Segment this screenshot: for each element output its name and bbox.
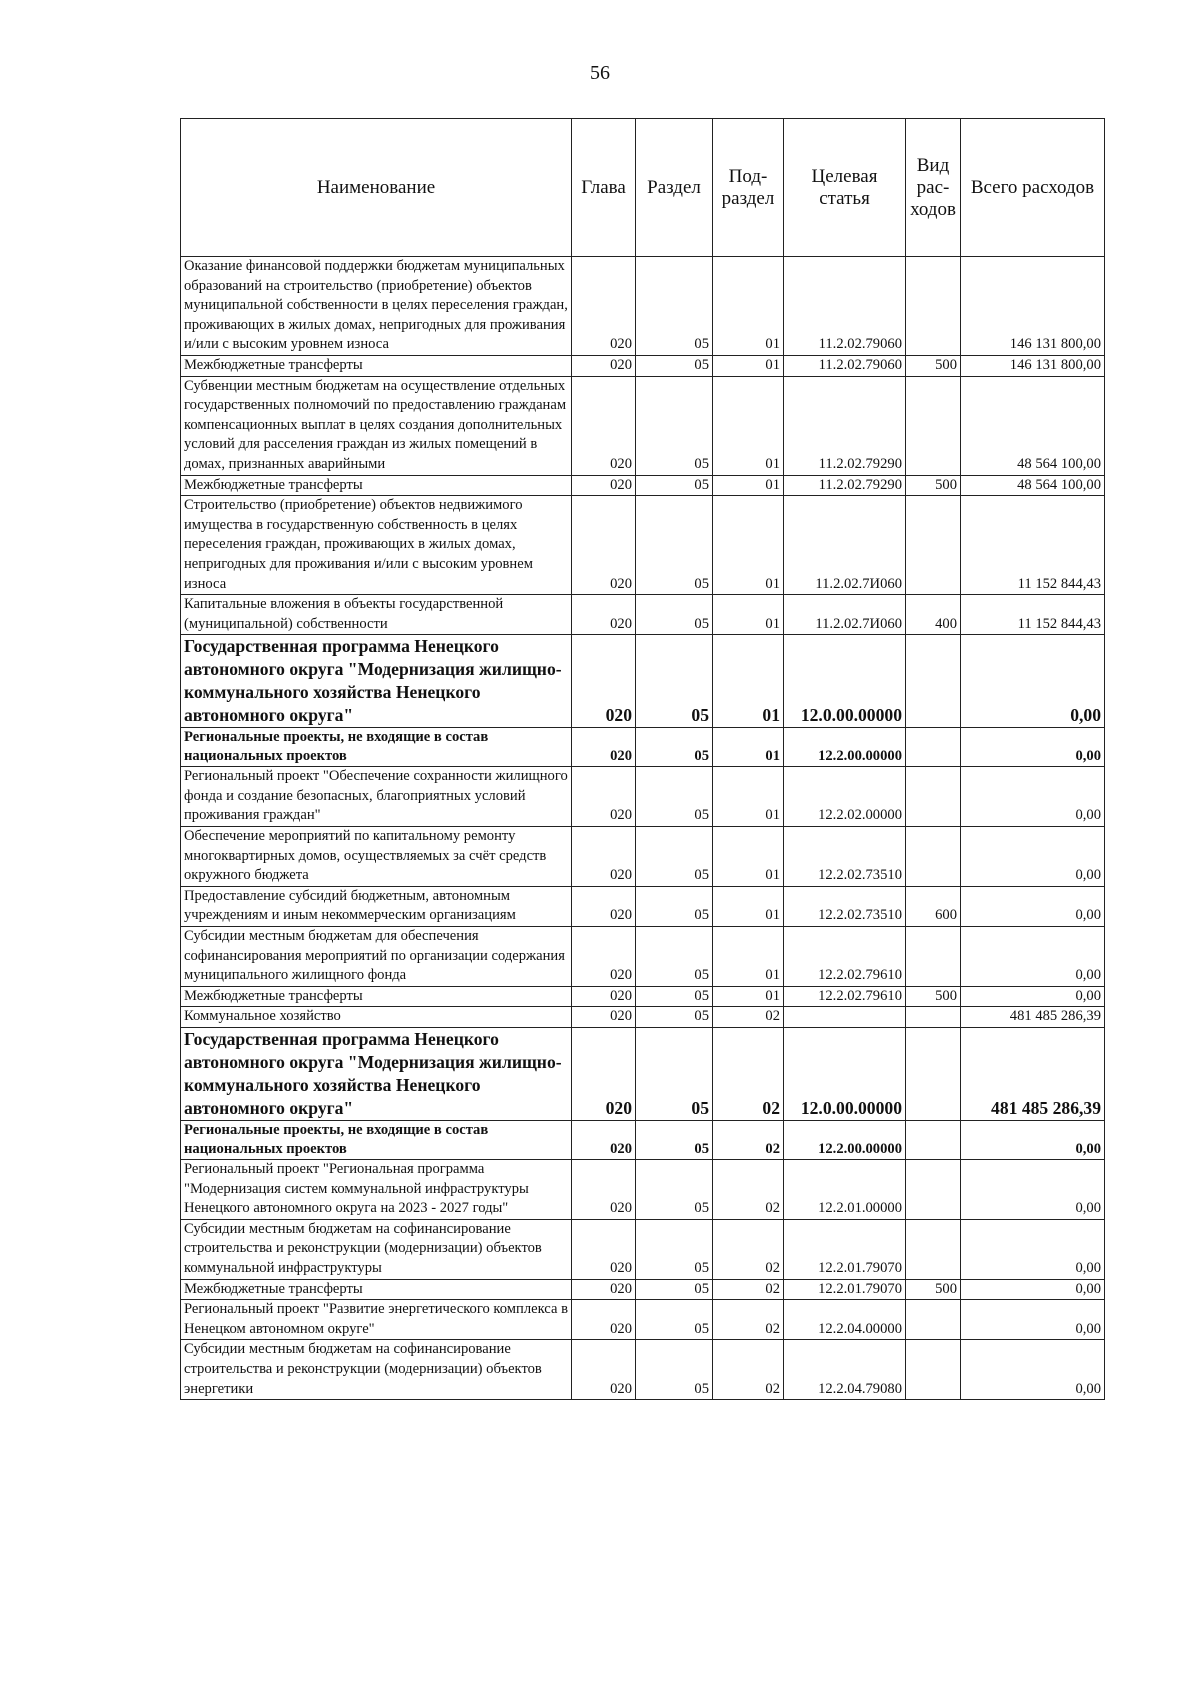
row-section-cell: 05 — [636, 496, 713, 595]
row-expense-type-cell — [906, 927, 961, 987]
row-subsection-cell: 01 — [713, 927, 784, 987]
header-section: Раздел — [636, 119, 713, 257]
row-chapter-cell: 020 — [572, 767, 636, 827]
row-total-cell: 0,00 — [961, 1340, 1105, 1400]
table-row — [181, 257, 1105, 356]
row-name-cell: Межбюджетные трансферты — [181, 986, 572, 1007]
row-chapter-cell: 020 — [572, 257, 636, 356]
row-target-cell: 12.2.02.00000 — [784, 767, 906, 827]
row-chapter-cell: 020 — [572, 376, 636, 475]
table-row — [181, 635, 1105, 728]
row-section-cell: 05 — [636, 1121, 713, 1160]
row-name-cell: Межбюджетные трансферты — [181, 475, 572, 496]
row-name-cell: Обеспечение мероприятий по капитальному ремонту многоквартирных домов, осуществляемых за счёт средств окружного бюджета — [181, 827, 572, 887]
row-chapter-cell: 020 — [572, 475, 636, 496]
row-expense-type-cell — [906, 257, 961, 356]
row-expense-type-cell — [906, 1300, 961, 1340]
row-expense-type-cell — [906, 1028, 961, 1121]
row-section-cell: 05 — [636, 635, 713, 728]
row-total-cell: 0,00 — [961, 767, 1105, 827]
row-subsection-cell: 01 — [713, 728, 784, 767]
row-target-cell: 11.2.02.79290 — [784, 475, 906, 496]
table-row — [181, 496, 1105, 595]
row-target-cell: 12.2.04.00000 — [784, 1300, 906, 1340]
row-name-cell: Предоставление субсидий бюджетным, автономным учреждениям и иным некоммерческим организациям — [181, 886, 572, 926]
row-target-cell: 12.2.01.79070 — [784, 1279, 906, 1300]
table-row — [181, 475, 1105, 496]
row-subsection-cell: 02 — [713, 1121, 784, 1160]
row-expense-type-cell — [906, 767, 961, 827]
row-target-cell — [784, 1007, 906, 1028]
row-section-cell: 05 — [636, 355, 713, 376]
row-subsection-cell: 02 — [713, 1219, 784, 1279]
row-subsection-cell: 02 — [713, 1028, 784, 1121]
row-section-cell: 05 — [636, 1219, 713, 1279]
row-target-cell: 12.2.01.79070 — [784, 1219, 906, 1279]
row-target-cell: 11.2.02.79290 — [784, 376, 906, 475]
row-chapter-cell: 020 — [572, 1219, 636, 1279]
row-name-cell: Субсидии местным бюджетам на софинансирование строительства и реконструкции (модернизации) объектов коммунальной инфраструктуры — [181, 1219, 572, 1279]
row-target-cell: 12.2.00.00000 — [784, 728, 906, 767]
header-chapter: Глава — [572, 119, 636, 257]
row-expense-type-cell: 400 — [906, 595, 961, 635]
row-total-cell: 0,00 — [961, 1219, 1105, 1279]
row-total-cell: 0,00 — [961, 728, 1105, 767]
table-row — [181, 827, 1105, 887]
table-row — [181, 1028, 1105, 1121]
row-section-cell: 05 — [636, 1028, 713, 1121]
row-section-cell: 05 — [636, 595, 713, 635]
row-total-cell: 0,00 — [961, 827, 1105, 887]
row-total-cell: 0,00 — [961, 1279, 1105, 1300]
row-expense-type-cell — [906, 496, 961, 595]
row-section-cell: 05 — [636, 1279, 713, 1300]
row-expense-type-cell — [906, 635, 961, 728]
header-target-article: Целевая статья — [784, 119, 906, 257]
row-expense-type-cell — [906, 376, 961, 475]
row-name-cell: Строительство (приобретение) объектов недвижимого имущества в государственную собственность в целях переселения граждан, проживающих в жилых домах, непригодных для проживания и/или с высоким уровнем износа — [181, 496, 572, 595]
row-section-cell: 05 — [636, 827, 713, 887]
row-expense-type-cell: 500 — [906, 475, 961, 496]
table-row — [181, 927, 1105, 987]
table-row — [181, 595, 1105, 635]
budget-table — [180, 118, 1105, 1400]
row-total-cell: 0,00 — [961, 886, 1105, 926]
row-section-cell: 05 — [636, 927, 713, 987]
row-target-cell: 11.2.02.79060 — [784, 257, 906, 356]
row-expense-type-cell — [906, 1007, 961, 1028]
header-expense-type: Вид рас- ходов — [906, 119, 961, 257]
table-row — [181, 886, 1105, 926]
row-subsection-cell: 02 — [713, 1160, 784, 1220]
table-header-row — [181, 119, 1105, 257]
row-name-cell: Капитальные вложения в объекты государственной (муниципальной) собственности — [181, 595, 572, 635]
row-subsection-cell: 01 — [713, 376, 784, 475]
row-target-cell: 11.2.02.7И060 — [784, 595, 906, 635]
row-total-cell: 48 564 100,00 — [961, 475, 1105, 496]
row-subsection-cell: 01 — [713, 257, 784, 356]
table-row — [181, 728, 1105, 767]
row-subsection-cell: 01 — [713, 355, 784, 376]
row-chapter-cell: 020 — [572, 827, 636, 887]
row-name-cell: Субсидии местным бюджетам для обеспечения софинансирования мероприятий по организации содержания муниципального жилищного фонда — [181, 927, 572, 987]
row-name-cell: Региональные проекты, не входящие в состав национальных проектов — [181, 1121, 572, 1160]
row-chapter-cell: 020 — [572, 355, 636, 376]
row-chapter-cell: 020 — [572, 1279, 636, 1300]
row-expense-type-cell: 500 — [906, 1279, 961, 1300]
row-chapter-cell: 020 — [572, 1160, 636, 1220]
table-row — [181, 1340, 1105, 1400]
row-total-cell: 0,00 — [961, 635, 1105, 728]
row-total-cell: 0,00 — [961, 1300, 1105, 1340]
row-name-cell: Коммунальное хозяйство — [181, 1007, 572, 1028]
row-section-cell: 05 — [636, 257, 713, 356]
table-row — [181, 355, 1105, 376]
row-name-cell: Региональный проект "Развитие энергетического комплекса в Ненецком автономном округе" — [181, 1300, 572, 1340]
row-section-cell: 05 — [636, 475, 713, 496]
header-subsection: Под- раздел — [713, 119, 784, 257]
row-subsection-cell: 01 — [713, 496, 784, 595]
row-total-cell: 48 564 100,00 — [961, 376, 1105, 475]
row-section-cell: 05 — [636, 1340, 713, 1400]
row-total-cell: 11 152 844,43 — [961, 496, 1105, 595]
row-section-cell: 05 — [636, 767, 713, 827]
row-target-cell: 12.2.02.79610 — [784, 927, 906, 987]
row-chapter-cell: 020 — [572, 927, 636, 987]
row-target-cell: 12.2.01.00000 — [784, 1160, 906, 1220]
row-expense-type-cell — [906, 1340, 961, 1400]
row-total-cell: 0,00 — [961, 1160, 1105, 1220]
row-chapter-cell: 020 — [572, 886, 636, 926]
table-row — [181, 1300, 1105, 1340]
row-chapter-cell: 020 — [572, 496, 636, 595]
row-expense-type-cell: 500 — [906, 986, 961, 1007]
row-section-cell: 05 — [636, 1160, 713, 1220]
row-section-cell: 05 — [636, 376, 713, 475]
row-subsection-cell: 01 — [713, 886, 784, 926]
row-expense-type-cell — [906, 1121, 961, 1160]
row-chapter-cell: 020 — [572, 1340, 636, 1400]
row-subsection-cell: 02 — [713, 1300, 784, 1340]
table-row — [181, 1160, 1105, 1220]
row-expense-type-cell — [906, 1160, 961, 1220]
row-chapter-cell: 020 — [572, 1028, 636, 1121]
row-section-cell: 05 — [636, 728, 713, 767]
row-name-cell: Межбюджетные трансферты — [181, 355, 572, 376]
page-number: 56 — [590, 62, 610, 84]
table-row — [181, 376, 1105, 475]
row-subsection-cell: 01 — [713, 827, 784, 887]
row-chapter-cell: 020 — [572, 1300, 636, 1340]
row-name-cell: Региональный проект "Региональная программа "Модернизация систем коммунальной инфраструктуры Ненецкого автономного округа на 2023 - 2027 годы" — [181, 1160, 572, 1220]
row-chapter-cell: 020 — [572, 1007, 636, 1028]
row-name-cell: Региональный проект "Обеспечение сохранности жилищного фонда и создание безопасных, благоприятных условий проживания граждан" — [181, 767, 572, 827]
row-total-cell: 0,00 — [961, 986, 1105, 1007]
row-section-cell: 05 — [636, 1300, 713, 1340]
row-target-cell: 12.2.02.79610 — [784, 986, 906, 1007]
row-target-cell: 12.2.02.73510 — [784, 827, 906, 887]
row-subsection-cell: 01 — [713, 475, 784, 496]
row-total-cell: 146 131 800,00 — [961, 355, 1105, 376]
row-subsection-cell: 02 — [713, 1340, 784, 1400]
row-section-cell: 05 — [636, 1007, 713, 1028]
row-expense-type-cell: 500 — [906, 355, 961, 376]
row-total-cell: 0,00 — [961, 1121, 1105, 1160]
table-row — [181, 1121, 1105, 1160]
row-chapter-cell: 020 — [572, 728, 636, 767]
row-target-cell: 12.0.00.00000 — [784, 635, 906, 728]
table-body — [181, 257, 1105, 1400]
row-total-cell: 11 152 844,43 — [961, 595, 1105, 635]
row-subsection-cell: 01 — [713, 986, 784, 1007]
row-expense-type-cell — [906, 827, 961, 887]
table-row — [181, 1007, 1105, 1028]
row-target-cell: 12.2.02.73510 — [784, 886, 906, 926]
row-target-cell: 11.2.02.7И060 — [784, 496, 906, 595]
row-chapter-cell: 020 — [572, 595, 636, 635]
row-chapter-cell: 020 — [572, 1121, 636, 1160]
row-subsection-cell: 01 — [713, 767, 784, 827]
table-row — [181, 1279, 1105, 1300]
row-total-cell: 481 485 286,39 — [961, 1007, 1105, 1028]
header-name: Наименование — [181, 119, 572, 257]
row-name-cell: Субсидии местным бюджетам на софинансирование строительства и реконструкции (модернизации) объектов энергетики — [181, 1340, 572, 1400]
row-target-cell: 11.2.02.79060 — [784, 355, 906, 376]
row-section-cell: 05 — [636, 986, 713, 1007]
row-target-cell: 12.0.00.00000 — [784, 1028, 906, 1121]
table-row — [181, 767, 1105, 827]
row-total-cell: 146 131 800,00 — [961, 257, 1105, 356]
row-chapter-cell: 020 — [572, 986, 636, 1007]
row-expense-type-cell — [906, 1219, 961, 1279]
row-total-cell: 481 485 286,39 — [961, 1028, 1105, 1121]
row-name-cell: Субвенции местным бюджетам на осуществление отдельных государственных полномочий по предоставлению гражданам компенсационных выплат в целях создания дополнительных условий для расселения граждан из жилых помещений в домах, признанных аварийными — [181, 376, 572, 475]
table-row — [181, 1219, 1105, 1279]
row-name-cell: Оказание финансовой поддержки бюджетам муниципальных образований на строительство (приобретение) объектов муниципальной собственности в целях переселения граждан, проживающих в жилых домах, непригодных для проживания и/или с высоким уровнем износа — [181, 257, 572, 356]
row-section-cell: 05 — [636, 886, 713, 926]
row-total-cell: 0,00 — [961, 927, 1105, 987]
header-total: Всего расходов — [961, 119, 1105, 257]
row-name-cell: Государственная программа Ненецкого автономного округа "Модернизация жилищно-коммунального хозяйства Ненецкого автономного округа" — [181, 1028, 572, 1121]
row-subsection-cell: 01 — [713, 635, 784, 728]
row-subsection-cell: 02 — [713, 1007, 784, 1028]
row-target-cell: 12.2.04.79080 — [784, 1340, 906, 1400]
row-subsection-cell: 02 — [713, 1279, 784, 1300]
row-subsection-cell: 01 — [713, 595, 784, 635]
row-target-cell: 12.2.00.00000 — [784, 1121, 906, 1160]
row-name-cell: Региональные проекты, не входящие в состав национальных проектов — [181, 728, 572, 767]
table-row — [181, 986, 1105, 1007]
row-name-cell: Межбюджетные трансферты — [181, 1279, 572, 1300]
row-expense-type-cell — [906, 728, 961, 767]
row-expense-type-cell: 600 — [906, 886, 961, 926]
row-chapter-cell: 020 — [572, 635, 636, 728]
row-name-cell: Государственная программа Ненецкого автономного округа "Модернизация жилищно-коммунального хозяйства Ненецкого автономного округа" — [181, 635, 572, 728]
